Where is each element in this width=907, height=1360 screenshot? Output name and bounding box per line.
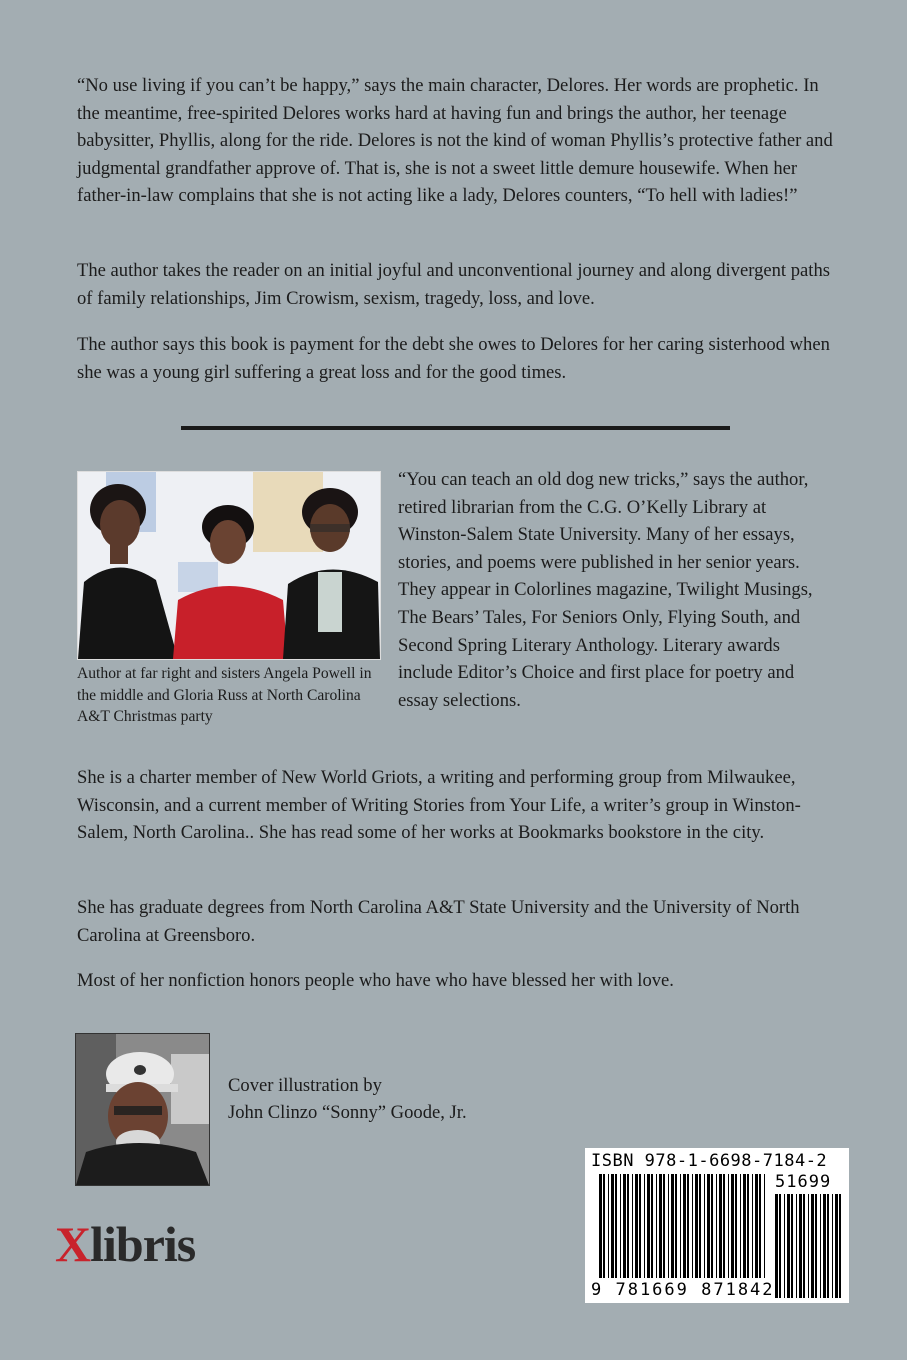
barcode-bar (603, 1174, 605, 1278)
xlibris-logo-rest: libris (90, 1216, 196, 1272)
barcode-bar (747, 1174, 749, 1278)
barcode-bar (608, 1174, 609, 1278)
barcode-bar (671, 1174, 674, 1278)
barcode-bar (716, 1174, 717, 1278)
barcode-bar (723, 1174, 725, 1278)
barcode-bar (695, 1174, 698, 1278)
barcode-bar (623, 1174, 626, 1278)
illustrator-portrait-illustration (76, 1034, 209, 1185)
barcode-bar (784, 1194, 785, 1298)
sisters-photo-illustration (78, 472, 380, 659)
barcode-bar (656, 1174, 657, 1278)
barcode-bar (663, 1174, 665, 1278)
barcode-bar (599, 1174, 602, 1278)
cover-credit-line-1: Cover illustration by (228, 1075, 382, 1096)
barcode-bar (620, 1174, 621, 1278)
section-divider (181, 426, 730, 430)
barcode-bar (615, 1174, 617, 1278)
barcode-bar (731, 1174, 734, 1278)
barcode-bar (687, 1174, 689, 1278)
barcode-bar (779, 1194, 781, 1298)
barcode-bar (820, 1194, 821, 1298)
barcode-bar (815, 1194, 817, 1298)
barcode-bar (791, 1194, 793, 1298)
cover-credit (228, 1072, 467, 1126)
barcode-bar (740, 1174, 741, 1278)
barcode-bar (796, 1194, 797, 1298)
barcode-bar (683, 1174, 686, 1278)
illustrator-portrait (75, 1033, 210, 1186)
barcode-bar (743, 1174, 746, 1278)
xlibris-logo (55, 1215, 195, 1273)
barcode-bar (823, 1194, 826, 1298)
bio-paragraph-3: She has graduate degrees from North Carolina A&T State University and the University of North Carolina at Greensboro. (77, 897, 800, 946)
barcode-bar (611, 1174, 614, 1278)
barcode-bar (647, 1174, 650, 1278)
barcode-bar (735, 1174, 737, 1278)
barcode-bar (719, 1174, 722, 1278)
barcode-bar (835, 1194, 838, 1298)
barcode-addon-number: 51699 (775, 1172, 832, 1192)
synopsis-paragraph-1: “No use living if you can’t be happy,” says the main character, Delores. Her words are prophetic. In the meantime, free-spirited Delores works hard at having fun and brings the author, her teenage babysitter, Phyllis, along for the ride. Delores is not the kind of woman Phyllis’s protective father and judgmental grandfather approve of. That is, she is not a sweet little demure housewife. When her father-in-law complains that she is not acting like a lady, Delores counters, “To hell with ladies!” (77, 75, 833, 207)
barcode-bar (639, 1174, 641, 1278)
cover-credit-line-2: John Clinzo “Sonny” Goode, Jr. (228, 1102, 467, 1123)
sisters-photo (77, 471, 381, 660)
barcode-bar (811, 1194, 814, 1298)
barcode-bar (832, 1194, 833, 1298)
synopsis-paragraph-3: The author says this book is payment for the debt she owes to Delores for her caring sisterhood when she was a young girl suffering a great loss and for the good times. (77, 334, 830, 383)
barcode-bar (627, 1174, 629, 1278)
bio-paragraph-1: “You can teach an old dog new tricks,” says the author, retired librarian from the C.G. O’Kelly Library at Winston-Salem State University. Many of her essays, stories, and poems were published in her senior years. They appear in Colorlines magazine, Twilight Musings, The Bears’ Tales, For Seniors Only, Flying South, and Second Spring Literary Anthology. Literary awards include Editor’s Choice and first place for poetry and essay selections. (398, 469, 813, 711)
synopsis-paragraph-2: The author takes the reader on an initial joyful and unconventional journey and along divergent paths of family relationships, Jim Crowism, sexism, tragedy, loss, and love. (77, 260, 830, 309)
barcode-bar (692, 1174, 693, 1278)
barcode-bar (775, 1194, 778, 1298)
isbn-barcode (585, 1148, 849, 1303)
isbn-label: ISBN 978-1-6698-7184-2 (591, 1151, 828, 1171)
barcode-bar (752, 1174, 753, 1278)
barcode-bar (632, 1174, 633, 1278)
barcode-bar (799, 1194, 802, 1298)
barcode-bar (699, 1174, 701, 1278)
barcode-bar (808, 1194, 809, 1298)
barcode-bar (839, 1194, 841, 1298)
photo-caption: Author at far right and sisters Angela Powell in the middle and Gloria Russ at North Carolina A&T Christmas party (77, 665, 372, 725)
barcode-bar (659, 1174, 662, 1278)
barcode-bar (803, 1194, 805, 1298)
barcode-bar (668, 1174, 669, 1278)
barcode-bar (827, 1194, 829, 1298)
barcode-bar (707, 1174, 710, 1278)
xlibris-logo-x: X (55, 1216, 91, 1272)
bio-paragraph-2: She is a charter member of New World Griots, a writing and performing group from Milwaukee, Wisconsin, and a current member of Writing Stories from Your Life, a writer’s group in Winston-Salem, North Carolina.. She has read some of her works at Bookmarks bookstore in the city. (77, 767, 801, 844)
barcode-bar (711, 1174, 713, 1278)
bio-paragraph-4: Most of her nonfiction honors people who have who have blessed her with love. (77, 970, 674, 991)
barcode-bar (651, 1174, 653, 1278)
barcode-bar (764, 1174, 765, 1278)
barcode-bar (635, 1174, 638, 1278)
barcode-ean-number: 9 781669 871842 (591, 1280, 775, 1300)
barcode-bar (675, 1174, 677, 1278)
barcode-bar (755, 1174, 758, 1278)
barcode-bar (644, 1174, 645, 1278)
barcode-bar (680, 1174, 681, 1278)
barcode-bar (759, 1174, 761, 1278)
barcode-bar (704, 1174, 705, 1278)
barcode-bar (728, 1174, 729, 1278)
barcode-bar (787, 1194, 790, 1298)
